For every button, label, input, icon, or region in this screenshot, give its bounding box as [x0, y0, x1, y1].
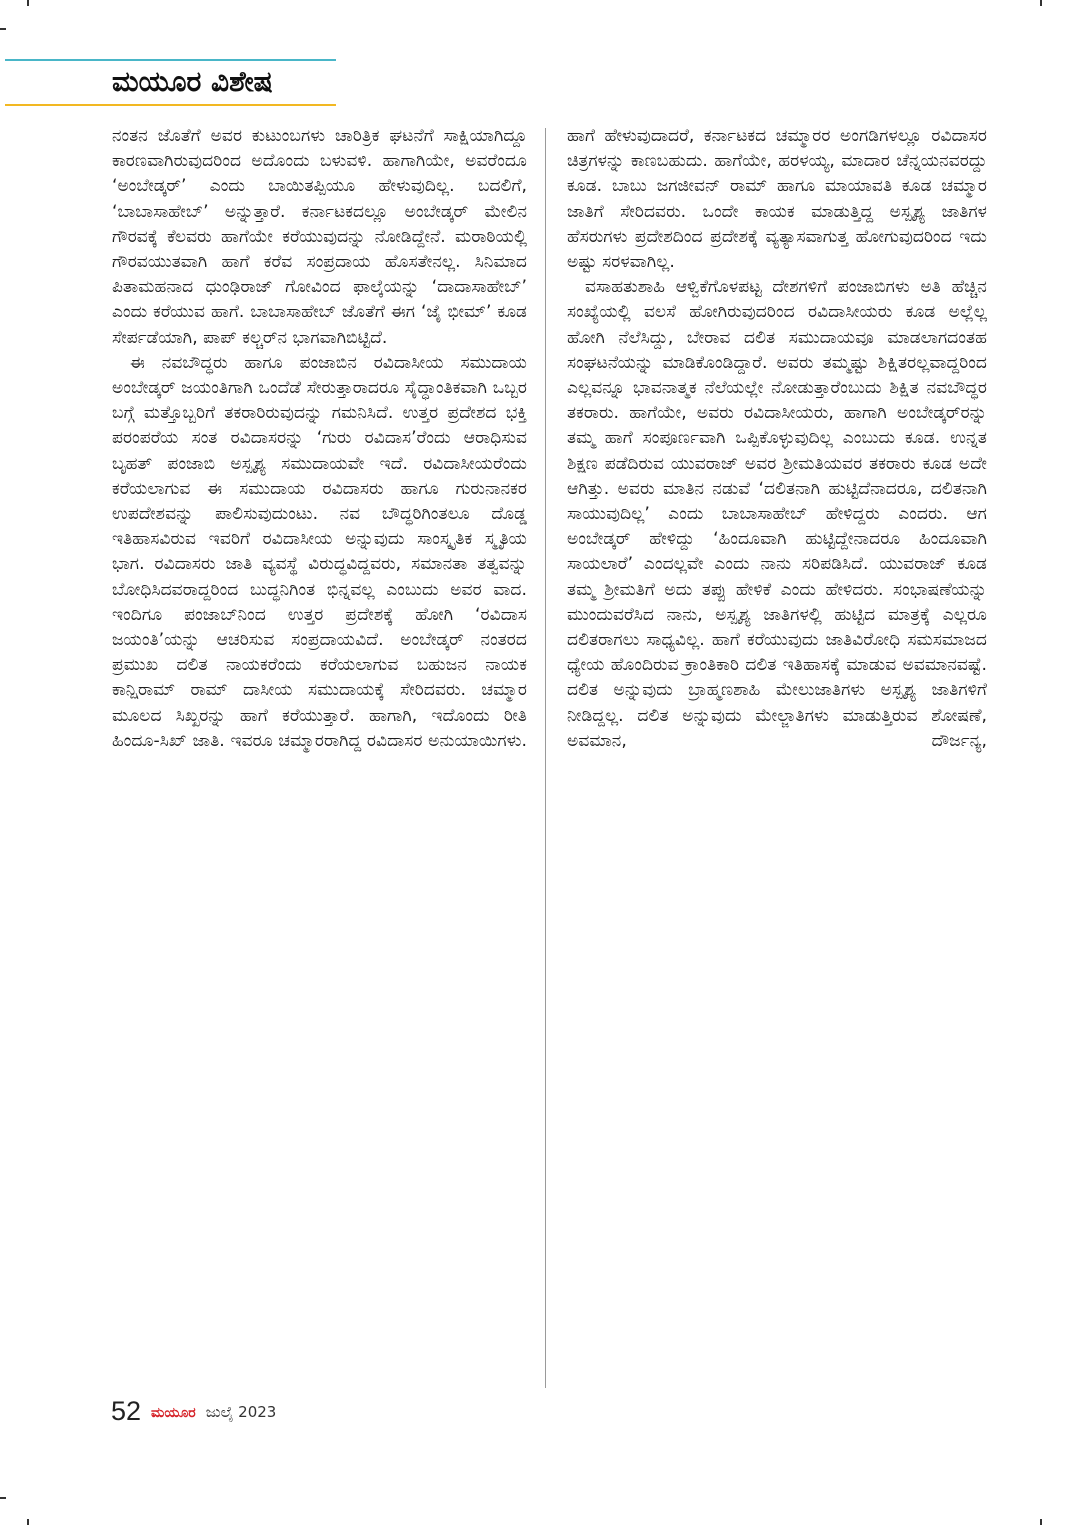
paragraph: ವಸಾಹತುಶಾಹಿ ಆಳ್ವಿಕೆಗೊಳಪಟ್ಟ ದೇಶಗಳಿಗೆ ಪಂಜಾಬಿಗಳು ಅತಿ ಹೆಚ್ಚಿನ ಸಂಖ್ಯೆಯಲ್ಲಿ ವಲಸೆ ಹೋಗಿರುವುದರಿಂದ ರವಿದಾಸೀಯರು ಕೂಡ ಅಲ್ಲೆಲ್ಲ ಹೋಗಿ ನೆಲೆಸಿದ್ದು, ಬೇರಾವ ದಲಿತ ಸಮುದಾಯವೂ ಮಾಡಲಾಗದಂತಹ ಸಂಘಟನೆಯನ್ನು ಮಾಡಿಕೊಂಡಿದ್ದಾರೆ. ಅವರು ತಮ್ಮಷ್ಟು ಶಿಕ್ಷಿತರಲ್ಲವಾದ್ದರಿಂದ ಎಲ್ಲವನ್ನೂ ಭಾವನಾತ್ಮಕ ನೆಲೆಯಲ್ಲೇ ನೋಡುತ್ತಾರೆಂಬುದು ಶಿಕ್ಷಿತ ನವಬೌದ್ಧರ ತಕರಾರು. ಹಾಗೆಯೇ, ಅವರು ರವಿದಾಸೀಯರು, ಹಾಗಾಗಿ ಅಂಬೇಡ್ಕರ್‌ರನ್ನು ತಮ್ಮ ಹಾಗೆ ಸಂಪೂರ್ಣವಾಗಿ ಒಪ್ಪಿಕೊಳ್ಳುವುದಿಲ್ಲ ಎಂಬುದು ಕೂಡ. ಉನ್ನತ ಶಿಕ್ಷಣ ಪಡೆದಿರುವ ಯುವರಾಜ್ ಅವರ ಶ್ರೀಮತಿಯವರ ತಕರಾರು ಕೂಡ ಅದೇ ಆಗಿತ್ತು. ಅವರು ಮಾತಿನ ನಡುವೆ ‘ದಲಿತನಾಗಿ ಹುಟ್ಟಿದೆನಾದರೂ, ದಲಿತನಾಗಿ ಸಾಯುವುದಿಲ್ಲ’ ಎಂದು ಬಾಬಾಸಾಹೇಬ್ ಹೇಳಿದ್ದರು ಎಂದರು. ಆಗ ಅಂಬೇಡ್ಕರ್ ಹೇಳಿದ್ದು ‘ಹಿಂದೂವಾಗಿ ಹುಟ್ಟಿದ್ದೇನಾದರೂ ಹಿಂದೂವಾಗಿ ಸಾಯಲಾರೆ’ ಎಂದಲ್ಲವೇ ಎಂದು ನಾನು ಸರಿಪಡಿಸಿದೆ. ಯುವರಾಜ್ ಕೂಡ ತಮ್ಮ ಶ್ರೀಮತಿಗೆ ಅದು ತಪ್ಪು ಹೇಳಿಕೆ ಎಂದು ಹೇಳಿದರು. ಸಂಭಾಷಣೆಯನ್ನು ಮುಂದುವರೆಸಿದ ನಾನು, ಅಸ್ಪೃಶ್ಯ ಜಾತಿಗಳಲ್ಲಿ ಹುಟ್ಟಿದ ಮಾತ್ರಕ್ಕೆ ಎಲ್ಲರೂ ದಲಿತರಾಗಲು ಸಾಧ್ಯವಿಲ್ಲ. ಹಾಗೆ ಕರೆಯುವುದು ಜಾತಿವಿರೋಧಿ ಸಮಸಮಾಜದ ಧ್ಯೇಯ ಹೊಂದಿರುವ ಕ್ರಾಂತಿಕಾರಿ ದಲಿತ ಇತಿಹಾಸಕ್ಕೆ ಮಾಡುವ ಅವಮಾನವಷ್ಟೆ. ದಲಿತ ಅನ್ನುವುದು ಬ್ರಾಹ್ಮಣಶಾಹಿ ಮೇಲುಜಾತಿಗಳು ಅಸ್ಪೃಶ್ಯ ಜಾತಿಗಳಿಗೆ ನೀಡಿದ್ದಲ್ಲ. ದಲಿತ ಅನ್ನುವುದು ಮೇಲ್ಜಾತಿಗಳು ಮಾಡುತ್ತಿರುವ ಶೋಷಣೆ, ಅವಮಾನ, ದೌರ್ಜನ್ಯ,	[567, 277, 987, 751]
paragraph: ನಂತನ ಜೊತೆಗೆ ಅವರ ಕುಟುಂಬಗಳು ಚಾರಿತ್ರಿಕ ಘಟನೆಗೆ ಸಾಕ್ಷಿಯಾಗಿದ್ದೂ ಕಾರಣವಾಗಿರುವುದರಿಂದ ಅದೊಂದು ಬಳುವಳಿ. ಹಾಗಾಗಿಯೇ, ಅವರೆಂದೂ ‘ಅಂಬೇಡ್ಕರ್’ ಎಂದು ಬಾಯಿತಪ್ಪಿಯೂ ಹೇಳುವುದಿಲ್ಲ. ಬದಲಿಗೆ, ‘ಬಾಬಾಸಾಹೇಬ್’ ಅನ್ನುತ್ತಾರೆ. ಕರ್ನಾಟಕದಲ್ಲೂ ಅಂಬೇಡ್ಕರ್ ಮೇಲಿನ ಗೌರವಕ್ಕೆ ಕೆಲವರು ಹಾಗೆಯೇ ಕರೆಯುವುದನ್ನು ನೋಡಿದ್ದೇನೆ. ಮರಾಠಿಯಲ್ಲಿ ಗೌರವಯುತವಾಗಿ ಹಾಗೆ ಕರೆವ ಸಂಪ್ರದಾಯ ಹೊಸತೇನಲ್ಲ. ಸಿನಿಮಾದ ಪಿತಾಮಹನಾದ ಧುಂಢಿರಾಜ್ ಗೋವಿಂದ ಫಾಲ್ಕೆಯನ್ನು ‘ದಾದಾಸಾಹೇಬ್’ ಎಂದು ಕರೆಯುವ ಹಾಗೆ. ಬಾಬಾಸಾಹೇಬ್ ಜೊತೆಗೆ ಈಗ ‘ಜೈ ಭೀಮ್’ ಕೂಡ ಸೇರ್ಪಡೆಯಾಗಿ, ಪಾಪ್ ಕಲ್ಚರ್‌ನ ಭಾಗವಾಗಿಬಿಟ್ಟಿದೆ.	[112, 126, 527, 348]
crop-mark-bottom-left	[27, 1519, 29, 1525]
crop-mark-bottom-right	[1040, 1519, 1042, 1525]
issue-date: ಜುಲೈ 2023	[205, 1403, 277, 1421]
page-number: 52	[111, 1396, 142, 1426]
section-title: ಮಯೂರ ವಿಶೇಷ	[112, 65, 273, 98]
crop-mark-top-left	[27, 0, 29, 6]
header-rule-bottom	[5, 104, 336, 106]
article-column-left	[112, 124, 527, 754]
page-footer	[111, 1396, 276, 1428]
crop-mark-left-upper	[0, 28, 6, 30]
magazine-logo: ಮಯೂರ	[151, 1405, 196, 1421]
paragraph: ಈ ನವಬೌದ್ಧರು ಹಾಗೂ ಪಂಜಾಬಿನ ರವಿದಾಸೀಯ ಸಮುದಾಯ ಅಂಬೇಡ್ಕರ್ ಜಯಂತಿಗಾಗಿ ಒಂದೆಡೆ ಸೇರುತ್ತಾರಾದರೂ ಸೈದ್ಧಾಂತಿಕವಾಗಿ ಒಬ್ಬರ ಬಗ್ಗೆ ಮತ್ತೊಬ್ಬರಿಗೆ ತಕರಾರಿರುವುದನ್ನು ಗಮನಿಸಿದೆ. ಉತ್ತರ ಪ್ರದೇಶದ ಭಕ್ತಿ ಪರಂಪರೆಯ ಸಂತ ರವಿದಾಸರನ್ನು ‘ಗುರು ರವಿದಾಸ’ರೆಂದು ಆರಾಧಿಸುವ ಬೃಹತ್ ಪಂಜಾಬಿ ಅಸ್ಪೃಶ್ಯ ಸಮುದಾಯವೇ ಇದೆ. ರವಿದಾಸೀಯರೆಂದು ಕರೆಯಲಾಗುವ ಈ ಸಮುದಾಯ ರವಿದಾಸರು ಹಾಗೂ ಗುರುನಾನಕರ ಉಪದೇಶವನ್ನು ಪಾಲಿಸುವುದುಂಟು. ನವ ಬೌದ್ಧರಿಗಿಂತಲೂ ದೊಡ್ಡ ಇತಿಹಾಸವಿರುವ ಇವರಿಗೆ ರವಿದಾಸೀಯ ಅನ್ನುವುದು ಸಾಂಸ್ಕೃತಿಕ ಸ್ಮೃತಿಯ ಭಾಗ. ರವಿದಾಸರು ಜಾತಿ ವ್ಯವಸ್ಥೆ ವಿರುದ್ಧವಿದ್ದವರು, ಸಮಾನತಾ ತತ್ವವನ್ನು ಬೋಧಿಸಿದವರಾದ್ದರಿಂದ ಬುದ್ಧನಿಗಿಂತ ಭಿನ್ನವಲ್ಲ ಎಂಬುದು ಅವರ ವಾದ. ಇಂದಿಗೂ ಪಂಜಾಬ್‌ನಿಂದ ಉತ್ತರ ಪ್ರದೇಶಕ್ಕೆ ಹೋಗಿ ‘ರವಿದಾಸ ಜಯಂತಿ’ಯನ್ನು ಆಚರಿಸುವ ಸಂಪ್ರದಾಯವಿದೆ. ಅಂಬೇಡ್ಕರ್ ನಂತರದ ಪ್ರಮುಖ ದಲಿತ ನಾಯಕರೆಂದು ಕರೆಯಲಾಗುವ ಬಹುಜನ ನಾಯಕ ಕಾನ್ಷಿರಾಮ್ ರಾಮ್ ದಾಸೀಯ ಸಮುದಾಯಕ್ಕೆ ಸೇರಿದವರು. ಚಮ್ಮಾರ ಮೂಲದ ಸಿಖ್ಖರನ್ನು ಹಾಗೆ ಕರೆಯುತ್ತಾರೆ. ಹಾಗಾಗಿ, ಇದೊಂದು ರೀತಿ ಹಿಂದೂ-ಸಿಖ್ ಜಾತಿ. ಇವರೂ ಚಮ್ಮಾರರಾಗಿದ್ದ ರವಿದಾಸರ ಅನುಯಾಯಿಗಳು.	[112, 352, 527, 751]
crop-mark-top-right	[1040, 0, 1042, 6]
header-rule-top	[5, 59, 336, 61]
article-column-right	[567, 124, 987, 754]
column-divider	[545, 128, 546, 1388]
crop-mark-left-lower	[0, 1497, 6, 1499]
paragraph: ಹಾಗೆ ಹೇಳುವುದಾದರೆ, ಕರ್ನಾಟಕದ ಚಮ್ಮಾರರ ಅಂಗಡಿಗಳಲ್ಲೂ ರವಿದಾಸರ ಚಿತ್ರಗಳನ್ನು ಕಾಣಬಹುದು. ಹಾಗೆಯೇ, ಹರಳಯ್ಯ, ಮಾದಾರ ಚೆನ್ನಯನವರದ್ದು ಕೂಡ. ಬಾಬು ಜಗಜೀವನ್ ರಾಮ್ ಹಾಗೂ ಮಾಯಾವತಿ ಕೂಡ ಚಮ್ಮಾರ ಜಾತಿಗೆ ಸೇರಿದವರು. ಒಂದೇ ಕಾಯಕ ಮಾಡುತ್ತಿದ್ದ ಅಸ್ಪೃಶ್ಯ ಜಾತಿಗಳ ಹೆಸರುಗಳು ಪ್ರದೇಶದಿಂದ ಪ್ರದೇಶಕ್ಕೆ ವ್ಯತ್ಯಾಸವಾಗುತ್ತ ಹೋಗುವುದರಿಂದ ಇದು ಅಷ್ಟು ಸರಳವಾಗಿಲ್ಲ.	[567, 126, 987, 273]
